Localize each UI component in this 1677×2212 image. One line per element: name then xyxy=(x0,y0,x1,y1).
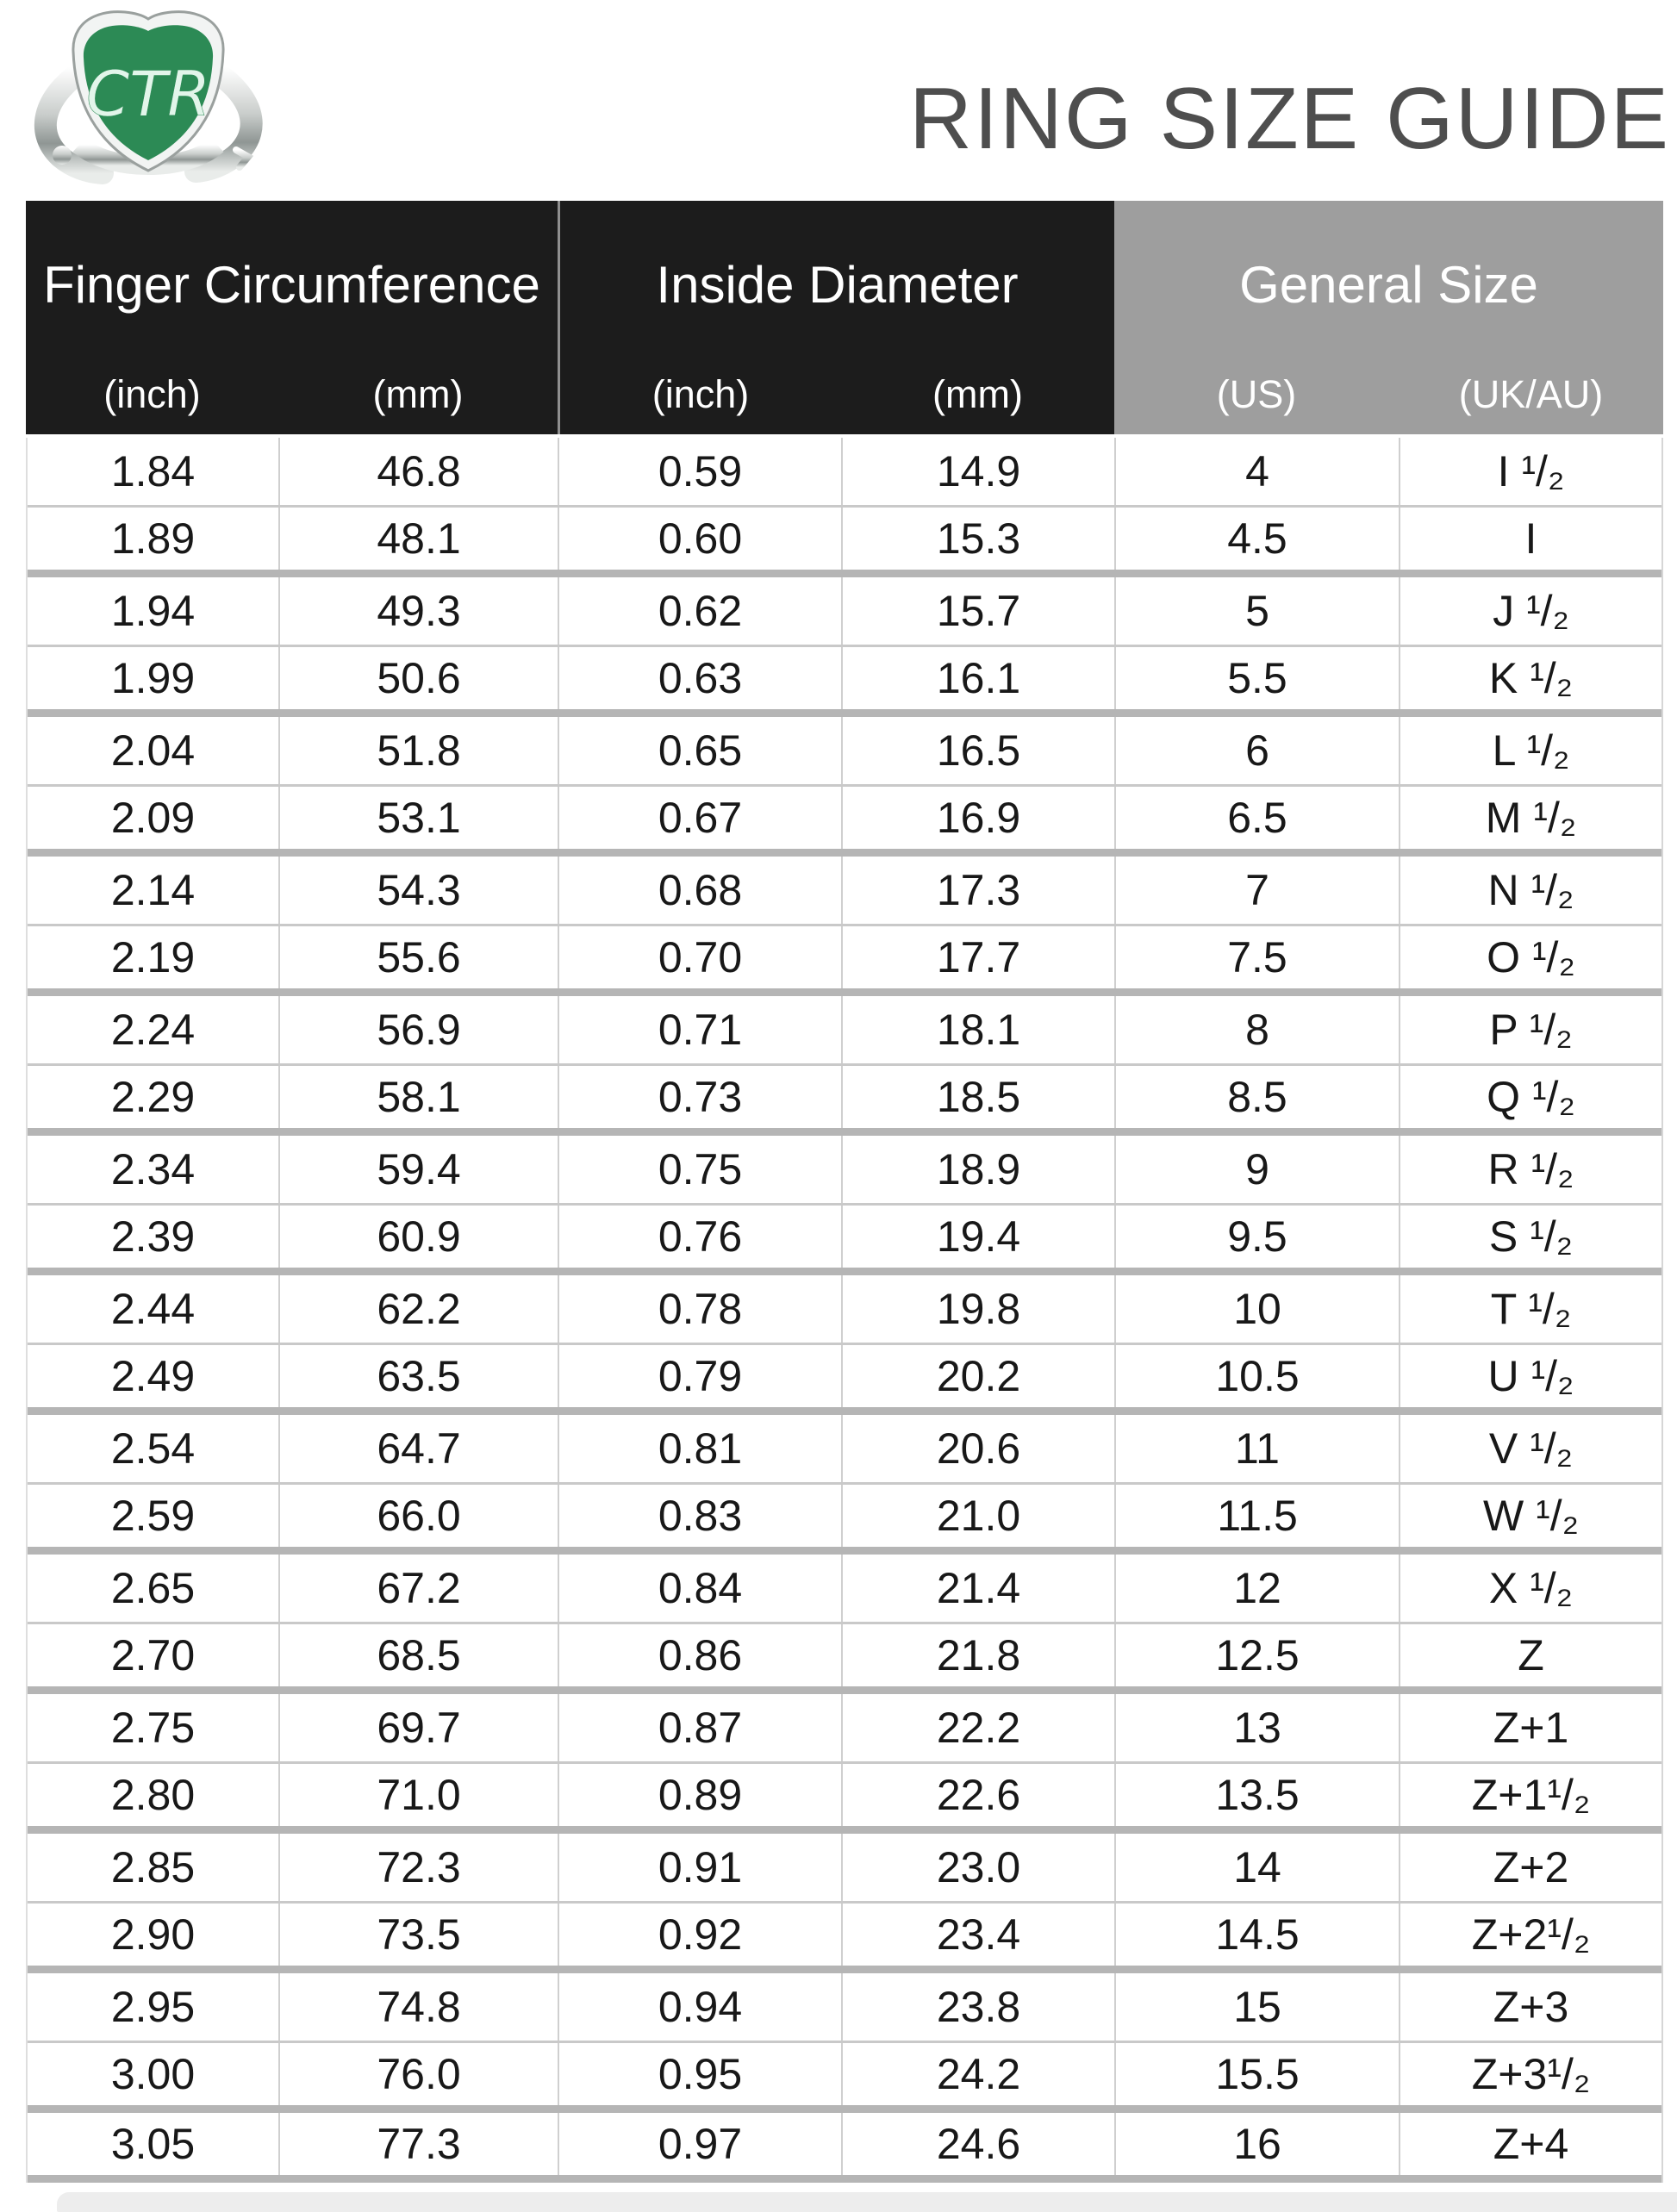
cell-size-uk-au: Z xyxy=(1399,1624,1661,1686)
cell-diameter-mm: 23.0 xyxy=(841,1834,1114,1901)
table-row xyxy=(28,1136,1661,1206)
cell-circumference-inch: 2.65 xyxy=(110,1564,196,1612)
cell-diameter-inch: 0.92 xyxy=(558,1904,841,1966)
cell-size-us: 4.5 xyxy=(1114,508,1399,570)
cell-diameter-mm: 22.6 xyxy=(841,1764,1114,1826)
cell-diameter-inch: 0.81 xyxy=(558,1415,841,1482)
cell-diameter-mm: 18.1 xyxy=(841,996,1114,1063)
cell-diameter-mm: 22.2 xyxy=(841,1694,1114,1761)
cell-diameter-mm: 15.3 xyxy=(841,508,1114,570)
cell-circumference-inch: 2.49 xyxy=(110,1352,196,1400)
cell-diameter-mm: 21.0 xyxy=(841,1485,1114,1547)
cell-size-uk-au: K ¹/₂ xyxy=(1399,647,1661,709)
cell-size-uk-au: S ¹/₂ xyxy=(1399,1206,1661,1268)
cell-circumference-mm: 59.4 xyxy=(278,1136,558,1203)
unit-label: (inch) xyxy=(651,372,750,416)
cell-diameter-inch: 0.78 xyxy=(558,1275,841,1343)
cell-size-uk-au: P ¹/₂ xyxy=(1399,996,1661,1063)
cell-size-us: 11 xyxy=(1114,1415,1399,1482)
cell-diameter-inch: 0.75 xyxy=(558,1136,841,1203)
cell-size-uk-au: R ¹/₂ xyxy=(1399,1136,1661,1203)
cell-diameter-mm: 16.5 xyxy=(841,717,1114,784)
table-row xyxy=(28,1834,1661,1904)
cell-diameter-mm: 20.2 xyxy=(841,1345,1114,1407)
cell-diameter-mm: 17.7 xyxy=(841,926,1114,988)
cell-size-uk-au: V ¹/₂ xyxy=(1399,1415,1661,1482)
cell-circumference-mm: 51.8 xyxy=(278,717,558,784)
cell-diameter-mm: 16.1 xyxy=(841,647,1114,709)
cell-circumference-mm: 60.9 xyxy=(278,1206,558,1268)
unit-label: (mm) xyxy=(372,372,464,416)
cell-size-us: 13 xyxy=(1114,1694,1399,1761)
cell-size-uk-au: J ¹/₂ xyxy=(1399,577,1661,645)
cell-size-uk-au: W ¹/₂ xyxy=(1399,1485,1661,1547)
table-row xyxy=(28,1904,1661,1973)
cell-size-uk-au: Z+2 xyxy=(1399,1834,1661,1901)
cell-diameter-mm: 19.4 xyxy=(841,1206,1114,1268)
cell-diameter-inch: 0.94 xyxy=(558,1973,841,2041)
table-row xyxy=(28,647,1661,717)
cell-diameter-mm: 19.8 xyxy=(841,1275,1114,1343)
cell-circumference-mm: 53.1 xyxy=(278,787,558,849)
cell-size-us: 7.5 xyxy=(1114,926,1399,988)
cell-size-us: 8 xyxy=(1114,996,1399,1063)
cell-size-us: 10 xyxy=(1114,1275,1399,1343)
table-row xyxy=(28,1415,1661,1485)
cell-size-uk-au: L ¹/₂ xyxy=(1399,717,1661,784)
cell-diameter-mm: 15.7 xyxy=(841,577,1114,645)
cell-circumference-inch: 2.24 xyxy=(110,1006,196,1054)
cell-size-us: 9 xyxy=(1114,1136,1399,1203)
unit-label: (UK/AU) xyxy=(1458,372,1604,416)
cell-size-us: 4 xyxy=(1114,438,1399,505)
group-label: General Size xyxy=(1239,255,1538,314)
cell-size-us: 12 xyxy=(1114,1555,1399,1622)
cell-size-us: 16 xyxy=(1114,2113,1399,2175)
cell-diameter-inch: 0.95 xyxy=(558,2043,841,2105)
cell-size-uk-au: U ¹/₂ xyxy=(1399,1345,1661,1407)
table-row xyxy=(28,1066,1661,1136)
column-group-inside-diameter xyxy=(558,201,1114,434)
table-row xyxy=(28,1485,1661,1555)
cell-size-us: 9.5 xyxy=(1114,1206,1399,1268)
cell-diameter-mm: 18.5 xyxy=(841,1066,1114,1128)
cell-circumference-inch: 3.05 xyxy=(110,2120,196,2168)
cell-size-us: 5.5 xyxy=(1114,647,1399,709)
cell-circumference-mm: 77.3 xyxy=(278,2113,558,2175)
cell-circumference-mm: 50.6 xyxy=(278,647,558,709)
cell-diameter-mm: 24.2 xyxy=(841,2043,1114,2105)
unit-row xyxy=(1114,360,1663,434)
cell-size-uk-au: Z+4 xyxy=(1399,2113,1661,2175)
table-row xyxy=(28,1694,1661,1764)
table-row xyxy=(28,1764,1661,1834)
cell-size-us: 8.5 xyxy=(1114,1066,1399,1128)
cell-circumference-mm: 56.9 xyxy=(278,996,558,1063)
table-row xyxy=(28,1206,1661,1275)
cell-diameter-inch: 0.65 xyxy=(558,717,841,784)
cell-diameter-mm: 16.9 xyxy=(841,787,1114,849)
group-label: Inside Diameter xyxy=(656,255,1019,314)
table-header xyxy=(26,201,1663,434)
unit-label: (inch) xyxy=(103,372,201,416)
cell-circumference-mm: 66.0 xyxy=(278,1485,558,1547)
table-row xyxy=(28,717,1661,787)
table-row xyxy=(28,508,1661,577)
cell-size-us: 7 xyxy=(1114,857,1399,924)
unit-row xyxy=(560,360,1114,434)
table-row xyxy=(28,926,1661,996)
cell-circumference-mm: 46.8 xyxy=(278,438,558,505)
cell-diameter-mm: 14.9 xyxy=(841,438,1114,505)
cell-circumference-inch: 1.89 xyxy=(110,514,196,563)
cell-circumference-inch: 2.90 xyxy=(110,1910,196,1959)
cell-circumference-mm: 74.8 xyxy=(278,1973,558,2041)
cell-diameter-inch: 0.87 xyxy=(558,1694,841,1761)
table-row xyxy=(28,1345,1661,1415)
cell-circumference-inch: 1.99 xyxy=(110,654,196,702)
cell-diameter-mm: 24.6 xyxy=(841,2113,1114,2175)
cell-circumference-inch: 1.94 xyxy=(110,587,196,635)
cell-diameter-inch: 0.60 xyxy=(558,508,841,570)
cell-circumference-inch: 2.59 xyxy=(110,1492,196,1540)
cell-diameter-inch: 0.63 xyxy=(558,647,841,709)
cell-circumference-inch: 2.39 xyxy=(110,1212,196,1261)
cell-circumference-mm: 55.6 xyxy=(278,926,558,988)
cell-circumference-inch: 2.70 xyxy=(110,1631,196,1679)
table-row xyxy=(28,577,1661,647)
cell-diameter-inch: 0.89 xyxy=(558,1764,841,1826)
cell-size-uk-au: I xyxy=(1399,508,1661,570)
cell-size-uk-au: I ¹/₂ xyxy=(1399,438,1661,505)
cell-size-uk-au: Z+3¹/₂ xyxy=(1399,2043,1661,2105)
cell-size-uk-au: Z+1 xyxy=(1399,1694,1661,1761)
cell-circumference-inch: 2.04 xyxy=(110,726,196,775)
cell-diameter-inch: 0.62 xyxy=(558,577,841,645)
cell-circumference-inch: 2.80 xyxy=(110,1771,196,1819)
page-bottom-strip xyxy=(57,2192,1677,2212)
cell-diameter-mm: 21.8 xyxy=(841,1624,1114,1686)
cell-circumference-inch: 2.14 xyxy=(110,866,196,914)
cell-circumference-mm: 71.0 xyxy=(278,1764,558,1826)
unit-label: (US) xyxy=(1216,372,1297,416)
cell-circumference-mm: 62.2 xyxy=(278,1275,558,1343)
cell-circumference-inch: 2.85 xyxy=(110,1843,196,1891)
cell-diameter-inch: 0.97 xyxy=(558,2113,841,2175)
cell-circumference-inch: 1.84 xyxy=(110,447,196,495)
cell-size-uk-au: M ¹/₂ xyxy=(1399,787,1661,849)
cell-size-uk-au: Z+3 xyxy=(1399,1973,1661,2041)
cell-circumference-inch: 2.95 xyxy=(110,1983,196,2031)
cell-diameter-inch: 0.67 xyxy=(558,787,841,849)
cell-circumference-mm: 58.1 xyxy=(278,1066,558,1128)
cell-diameter-inch: 0.73 xyxy=(558,1066,841,1128)
cell-size-us: 14 xyxy=(1114,1834,1399,1901)
cell-diameter-inch: 0.91 xyxy=(558,1834,841,1901)
table-row xyxy=(28,857,1661,926)
cell-diameter-inch: 0.84 xyxy=(558,1555,841,1622)
cell-diameter-mm: 20.6 xyxy=(841,1415,1114,1482)
cell-diameter-inch: 0.86 xyxy=(558,1624,841,1686)
cell-size-uk-au: N ¹/₂ xyxy=(1399,857,1661,924)
ctr-monogram: CTR xyxy=(85,58,211,130)
cell-diameter-mm: 21.4 xyxy=(841,1555,1114,1622)
cell-circumference-inch: 2.09 xyxy=(110,794,196,842)
table-row xyxy=(28,1973,1661,2043)
unit-label: (mm) xyxy=(932,372,1023,416)
cell-diameter-mm: 23.8 xyxy=(841,1973,1114,2041)
cell-diameter-inch: 0.79 xyxy=(558,1345,841,1407)
cell-size-us: 15 xyxy=(1114,1973,1399,2041)
page-title: RING SIZE GUIDE xyxy=(909,71,1670,167)
cell-circumference-inch: 2.29 xyxy=(110,1073,196,1121)
cell-circumference-inch: 3.00 xyxy=(110,2050,196,2098)
cell-circumference-inch: 2.44 xyxy=(110,1285,196,1333)
table-row xyxy=(28,996,1661,1066)
cell-size-us: 10.5 xyxy=(1114,1345,1399,1407)
cell-circumference-mm: 73.5 xyxy=(278,1904,558,1966)
column-group-general-size xyxy=(1114,201,1663,434)
cell-circumference-mm: 69.7 xyxy=(278,1694,558,1761)
cell-size-uk-au: Z+1¹/₂ xyxy=(1399,1764,1661,1826)
cell-circumference-mm: 49.3 xyxy=(278,577,558,645)
cell-size-us: 11.5 xyxy=(1114,1485,1399,1547)
cell-circumference-mm: 76.0 xyxy=(278,2043,558,2105)
ctr-ring-logo xyxy=(19,0,277,193)
table-row xyxy=(28,1275,1661,1345)
unit-row xyxy=(26,360,558,434)
group-label: Finger Circumference xyxy=(43,255,540,314)
table-row xyxy=(28,438,1661,508)
cell-circumference-inch: 2.75 xyxy=(110,1704,196,1752)
cell-circumference-inch: 2.34 xyxy=(110,1145,196,1193)
cell-size-uk-au: X ¹/₂ xyxy=(1399,1555,1661,1622)
cell-size-uk-au: Z+2¹/₂ xyxy=(1399,1904,1661,1966)
cell-diameter-inch: 0.76 xyxy=(558,1206,841,1268)
cell-circumference-mm: 68.5 xyxy=(278,1624,558,1686)
cell-size-us: 13.5 xyxy=(1114,1764,1399,1826)
cell-size-us: 6 xyxy=(1114,717,1399,784)
table-body xyxy=(26,438,1663,2183)
cell-diameter-mm: 23.4 xyxy=(841,1904,1114,1966)
cell-circumference-mm: 67.2 xyxy=(278,1555,558,1622)
cell-circumference-mm: 63.5 xyxy=(278,1345,558,1407)
ring-size-table xyxy=(26,201,1663,2183)
cell-diameter-inch: 0.71 xyxy=(558,996,841,1063)
table-row xyxy=(28,1624,1661,1694)
cell-circumference-inch: 2.54 xyxy=(110,1424,196,1473)
cell-size-us: 15.5 xyxy=(1114,2043,1399,2105)
cell-diameter-inch: 0.70 xyxy=(558,926,841,988)
table-row xyxy=(28,2043,1661,2113)
cell-circumference-mm: 54.3 xyxy=(278,857,558,924)
table-row xyxy=(28,2113,1661,2183)
cell-diameter-inch: 0.59 xyxy=(558,438,841,505)
cell-size-us: 14.5 xyxy=(1114,1904,1399,1966)
cell-circumference-mm: 48.1 xyxy=(278,508,558,570)
cell-size-uk-au: T ¹/₂ xyxy=(1399,1275,1661,1343)
cell-diameter-mm: 17.3 xyxy=(841,857,1114,924)
cell-size-us: 6.5 xyxy=(1114,787,1399,849)
table-row xyxy=(28,1555,1661,1624)
cell-diameter-inch: 0.68 xyxy=(558,857,841,924)
cell-size-us: 5 xyxy=(1114,577,1399,645)
cell-circumference-inch: 2.19 xyxy=(110,933,196,981)
cell-circumference-mm: 64.7 xyxy=(278,1415,558,1482)
cell-size-uk-au: Q ¹/₂ xyxy=(1399,1066,1661,1128)
cell-size-uk-au: O ¹/₂ xyxy=(1399,926,1661,988)
cell-diameter-inch: 0.83 xyxy=(558,1485,841,1547)
table-row xyxy=(28,787,1661,857)
cell-circumference-mm: 72.3 xyxy=(278,1834,558,1901)
cell-size-us: 12.5 xyxy=(1114,1624,1399,1686)
cell-diameter-mm: 18.9 xyxy=(841,1136,1114,1203)
column-group-finger-circumference xyxy=(26,201,558,434)
